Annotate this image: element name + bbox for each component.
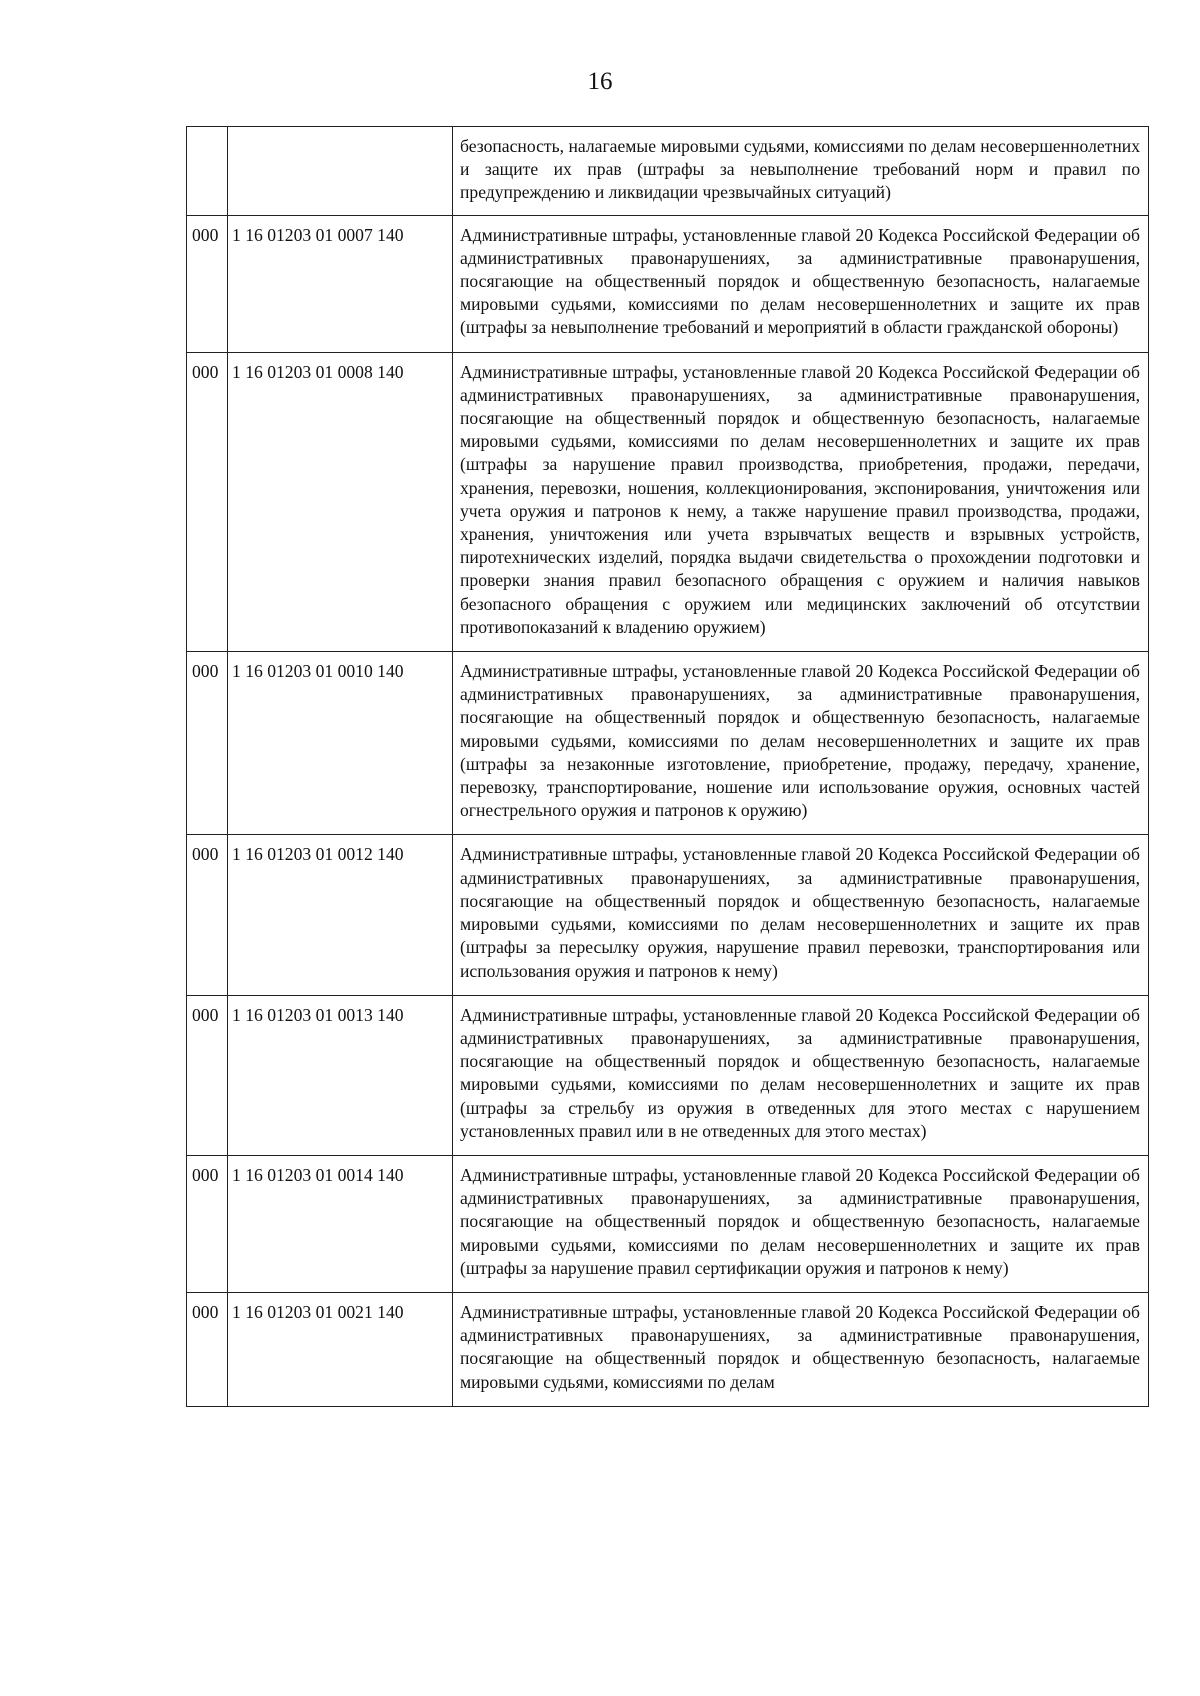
- admin-code-cell: 000: [187, 1292, 228, 1406]
- admin-code-cell: 000: [187, 995, 228, 1155]
- kbk-code-cell: [228, 127, 453, 216]
- description-cell: Административные штрафы, установленные главой 20 Кодекса Российской Федерации об административных правонарушениях, за административные правонарушения, посягающие на общественный порядок и общественную безопасность, налагаемые мировыми судьями, комиссиями по делам несовершеннолетних и защите их прав (штрафы за незаконные изготовление, приобретение, продажу, передачу, хранение, перевозку, транспортирование, ношение или использование оружия, основных частей огнестрельного оружия и патронов к оружию): [453, 652, 1149, 835]
- table-row: [187, 215, 1149, 352]
- page-number: 16: [587, 68, 613, 95]
- description-cell: Административные штрафы, установленные главой 20 Кодекса Российской Федерации об административных правонарушениях, за административные правонарушения, посягающие на общественный порядок и общественную безопасность, налагаемые мировыми судьями, комиссиями по делам несовершеннолетних и защите их прав (штрафы за нарушение правил сертификации оружия и патронов к нему): [453, 1155, 1149, 1292]
- admin-code-cell: 000: [187, 652, 228, 835]
- admin-code-cell: 000: [187, 1155, 228, 1292]
- kbk-code-cell: 1 16 01203 01 0012 140: [228, 835, 453, 995]
- kbk-code-cell: 1 16 01203 01 0008 140: [228, 352, 453, 651]
- kbk-code-cell: 1 16 01203 01 0007 140: [228, 215, 453, 352]
- table-row: [187, 127, 1149, 216]
- description-cell: Административные штрафы, установленные главой 20 Кодекса Российской Федерации об административных правонарушениях, за административные правонарушения, посягающие на общественный порядок и общественную безопасность, налагаемые мировыми судьями, комиссиями по делам несовершеннолетних и защите их прав (штрафы за невыполнение требований и мероприятий в области гражданской обороны): [453, 215, 1149, 352]
- table-row: [187, 352, 1149, 651]
- description-cell: Административные штрафы, установленные главой 20 Кодекса Российской Федерации об административных правонарушениях, за административные правонарушения, посягающие на общественный порядок и общественную безопасность, налагаемые мировыми судьями, комиссиями по делам несовершеннолетних и защите их прав (штрафы за пересылку оружия, нарушение правил перевозки, транспортирования или использования оружия и патронов к нему): [453, 835, 1149, 995]
- description-cell: Административные штрафы, установленные главой 20 Кодекса Российской Федерации об административных правонарушениях, за административные правонарушения, посягающие на общественный порядок и общественную безопасность, налагаемые мировыми судьями, комиссиями по делам: [453, 1292, 1149, 1406]
- table-row: [187, 1292, 1149, 1406]
- table-row: [187, 835, 1149, 995]
- description-cell: безопасность, налагаемые мировыми судьями, комиссиями по делам несовершеннолетних и защите их прав (штрафы за невыполнение требований норм и правил по предупреждению и ликвидации чрезвычайных ситуаций): [453, 127, 1149, 216]
- kbk-code-cell: 1 16 01203 01 0021 140: [228, 1292, 453, 1406]
- table-row: [187, 652, 1149, 835]
- table-row: [187, 995, 1149, 1155]
- kbk-code-cell: 1 16 01203 01 0010 140: [228, 652, 453, 835]
- admin-code-cell: 000: [187, 215, 228, 352]
- kbk-code-cell: 1 16 01203 01 0014 140: [228, 1155, 453, 1292]
- admin-code-cell: 000: [187, 352, 228, 651]
- description-cell: Административные штрафы, установленные главой 20 Кодекса Российской Федерации об административных правонарушениях, за административные правонарушения, посягающие на общественный порядок и общественную безопасность, налагаемые мировыми судьями, комиссиями по делам несовершеннолетних и защите их прав (штрафы за стрельбу из оружия в отведенных для этого местах с нарушением установленных правил или в не отведенных для этого местах): [453, 995, 1149, 1155]
- admin-code-cell: 000: [187, 835, 228, 995]
- table-row: [187, 1155, 1149, 1292]
- admin-code-cell: [187, 127, 228, 216]
- kbk-code-cell: 1 16 01203 01 0013 140: [228, 995, 453, 1155]
- revenue-codes-table: [186, 126, 1149, 1407]
- description-cell: Административные штрафы, установленные главой 20 Кодекса Российской Федерации об административных правонарушениях, за административные правонарушения, посягающие на общественный порядок и общественную безопасность, налагаемые мировыми судьями, комиссиями по делам несовершеннолетних и защите их прав (штрафы за нарушение правил производства, приобретения, продажи, передачи, хранения, перевозки, ношения, коллекционирования, экспонирования, уничтожения или учета оружия и патронов к нему, а также нарушение правил производства, продажи, хранения, уничтожения или учета взрывчатых веществ и взрывных устройств, пиротехнических изделий, порядка выдачи свидетельства о прохождении подготовки и проверки знания правил безопасного обращения с оружием и наличия навыков безопасного обращения с оружием или медицинских заключений об отсутствии противопоказаний к владению оружием): [453, 352, 1149, 651]
